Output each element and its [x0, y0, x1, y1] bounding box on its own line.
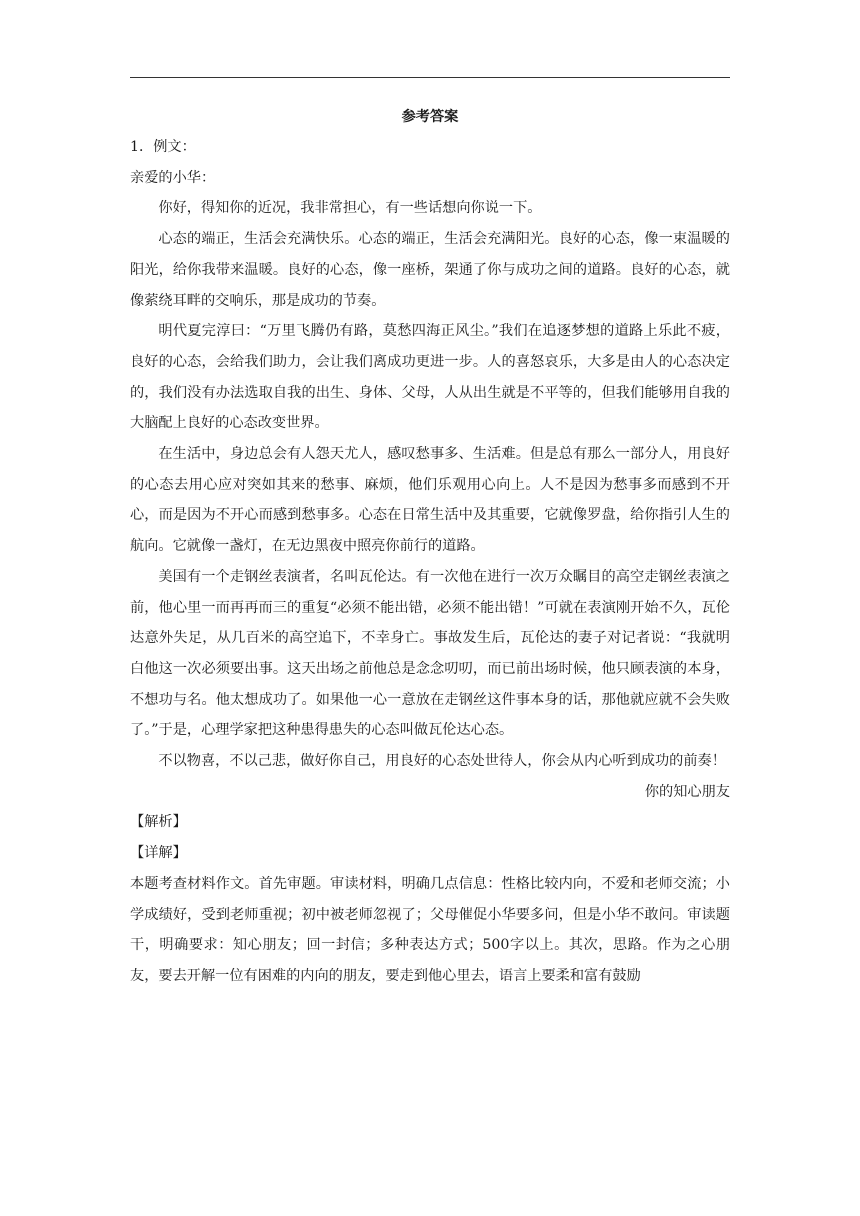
letter-paragraph-3: 明代夏完淳曰：“万里飞腾仍有路，莫愁四海正风尘。”我们在追逐梦想的道路上乐此不疲，良好的心态，会给我们助力，会让我们离成功更进一步。人的喜怒哀乐，大多是由人的心态决定的，我们没有办法选取自我的出生、身体、父母，人从出生就是不平等的，但我们能够用自我的大脑配上良好的心态改变世界。	[130, 323, 730, 432]
analysis-label: 【解析】	[130, 814, 187, 831]
letter-paragraph-2: 心态的端正，生活会充满快乐。心态的端正，生活会充满阳光。良好的心态，像一束温暖的阳光，给你我带来温暖。良好的心态，像一座桥，架通了你与成功之间的道路。良好的心态，就像萦绕耳畔的交响乐，那是成功的节奏。	[130, 231, 730, 309]
analysis-text: 本题考查材料作文。首先审题。审读材料，明确几点信息：性格比较内向，不爱和老师交流；小学成绩好，受到老师重视；初中被老师忽视了；父母催促小华要多问，但是小华不敢问。审读题干，明确要求：知心朋友；回一封信；多种表达方式；500字以上。其次，思路。作为之心朋友，要去开解一位有困难的内向的朋友，要走到他心里去，语言上要柔和富有鼓励	[130, 875, 730, 984]
letter-paragraph-1: 你好，得知你的近况，我非常担心，有一些话想向你说一下。	[158, 200, 542, 217]
detail-label: 【详解】	[130, 845, 187, 862]
letter-paragraph-6: 不以物喜，不以己悲，做好你自己，用良好的心态处世待人，你会从内心听到成功的前奏！	[158, 753, 726, 770]
page-title: 参考答案	[401, 109, 459, 125]
letter-signature: 你的知心朋友	[644, 783, 730, 800]
document-page	[130, 0, 730, 1216]
letter-paragraph-5: 美国有一个走钢丝表演者，名叫瓦伦达。有一次他在进行一次万众瞩目的高空走钢丝表演之前，他心里一而再再而三的重复“必须不能出错，必须不能出错！”可就在表演刚开始不久，瓦伦达意外失足，从几百米的高空追下，不幸身亡。事故发生后，瓦伦达的妻子对记者说：“我就明白他这一次必须要出事。这天出场之前他总是念念叨叨，而已前出场时候，他只顾表演的本身，不想功与名。他太想成功了。如果他一心一意放在走钢丝这件事本身的话，那他就应就不会失败了。”于是，心理学家把这种患得患失的心态叫做瓦伦达心态。	[130, 568, 730, 739]
header-rule	[130, 77, 730, 78]
document-content	[130, 102, 730, 992]
letter-salutation: 亲爱的小华：	[130, 169, 216, 186]
question-number-label: 1．例文：	[130, 139, 196, 155]
letter-paragraph-4: 在生活中，身边总会有人怨天尤人，感叹愁事多、生活难。但是总有那么一部分人，用良好的心态去用心应对突如其来的愁事、麻烦，他们乐观用心向上。人不是因为愁事多而感到不开心，而是因为不开心而感到愁事多。心态在日常生活中及其重要，它就像罗盘，给你指引人生的航向。它就像一盏灯，在无边黑夜中照亮你前行的道路。	[130, 446, 730, 555]
